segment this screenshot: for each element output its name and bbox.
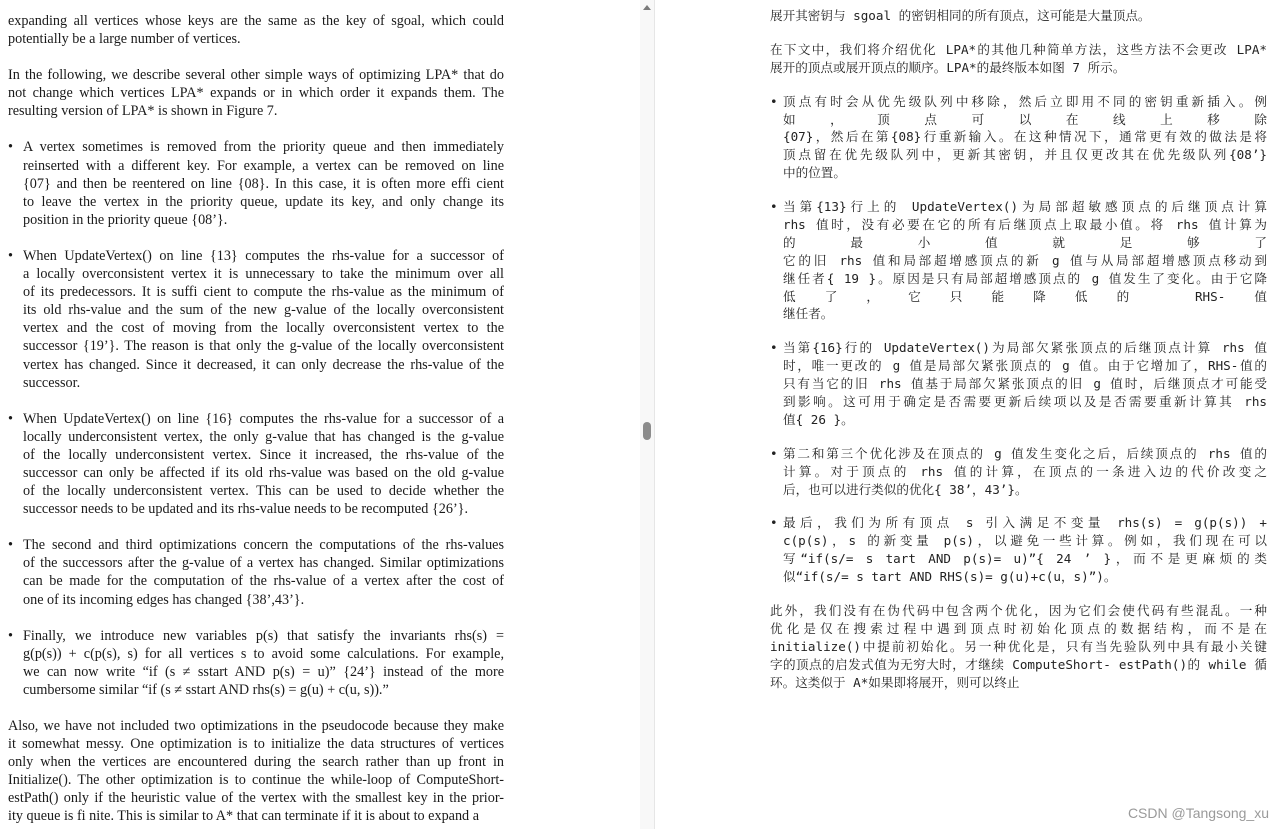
- english-document-pane: [0, 0, 640, 829]
- text-line: 写“if(s/= s tart AND p(s)= u)”{ 24 ’ }，而不是更麻烦的类: [783, 551, 1267, 567]
- text-line: it somewhat messy. One optimization is to initialize the data structures of vertices: [8, 736, 504, 753]
- text-line: • Finally, we introduce new variables p(s) that satisfy the invariants rhs(s) =: [23, 627, 504, 644]
- text-line: successor {19’}. The reason is that only the g-value of the locally overconsistent: [23, 338, 504, 355]
- text-line: successor.: [23, 374, 81, 391]
- paragraph: [8, 717, 504, 826]
- scroll-up-arrow-icon[interactable]: [643, 5, 651, 10]
- text-line: of the locally underconsistent vertex. Since it increased, the rhs-value of the: [23, 446, 504, 463]
- text-line: 在下文中，我们将介绍优化 LPA*的其他几种简单方法，这些方法不会更改 LPA*: [770, 41, 1267, 57]
- text-line: cumbersome similar “if (s ≠ sstart AND rhs(s) = g(u) + c(u, s)).”: [23, 681, 389, 698]
- text-line: of its predecessors. It is suffi cient to compute the rhs-value as the minimum of: [23, 284, 504, 301]
- bullet-item: [770, 198, 1267, 323]
- text-line: 低了，它只能降低的 RHS-值: [783, 288, 1267, 304]
- bullet-item: [8, 410, 504, 519]
- text-line: potentially be a large number of vertices.: [8, 31, 241, 48]
- text-line: reinserted with a different key. For example, a vertex can be removed on line: [23, 157, 504, 174]
- text-line: 继任者{ 19 }。原因是只有局部超增感顶点的 g 值发生了变化。由于它降: [783, 270, 1267, 286]
- text-line: a locally overconsistent vertex it is unnecessary to take the minimum over all: [23, 266, 504, 283]
- text-line: successor needs to be updated and its rhs-value needs to be recomputed {26’}.: [23, 501, 469, 518]
- bullet-item: [770, 445, 1267, 499]
- text-line: • 顶点有时会从优先级队列中移除，然后立即用不同的密钥重新插入。例: [783, 93, 1267, 109]
- text-line: {07} and then be reentered on line {08}. In this case, it is often more effi cient: [23, 175, 504, 192]
- text-line: • The second and third optimizations concern the computations of the rhs-values: [23, 537, 504, 554]
- text-line: • A vertex sometimes is removed from the priority queue and then immediately: [23, 139, 504, 156]
- text-line: vertex and the cost of moving from the locally overconsistent vertex to the: [23, 320, 504, 337]
- scrollbar-thumb[interactable]: [643, 422, 651, 440]
- english-text-column: [8, 12, 504, 829]
- bullet-item: [770, 339, 1267, 428]
- text-line: • 第二和第三个优化涉及在顶点的 g 值发生变化之后，后续顶点的 rhs 值的: [783, 445, 1267, 461]
- text-line: 计算。对于顶点的 rhs 值的计算，在顶点的一条进入边的代价改变之: [783, 463, 1267, 479]
- text-line: Initialize(). The other optimization is to continue the while-loop of ComputeShort-: [8, 772, 504, 789]
- vertical-scrollbar[interactable]: [640, 0, 655, 829]
- text-line: only when the vertices are encountered during the search rather than up front in: [8, 754, 504, 771]
- text-line: initialize()中提前初始化。另一种优化是，只有当先验队列中具有最小关键: [770, 638, 1267, 654]
- text-line: In the following, we describe several other simple ways of optimizing LPA* that do: [8, 67, 504, 84]
- text-line: g(p(s)) + c(p(s), s) for all vertices s to avoid some calculations. For example,: [23, 645, 504, 662]
- text-line: • 最后，我们为所有顶点 s 引入满足不变量 rhs(s) = g(p(s)) +: [783, 515, 1267, 531]
- text-line: 环。这类似于 A*如果即将展开，则可以终止: [770, 674, 1020, 690]
- bullet-item: [8, 536, 504, 608]
- text-line: 中的位置。: [783, 165, 846, 181]
- text-line: 后，也可以进行类似的优化{ 38’，43’}。: [783, 481, 1028, 497]
- text-line: 的最小值就足够了: [783, 234, 1267, 250]
- text-line: rhs 值时，没有必要在它的所有后继顶点上取最小值。将 rhs 值计算为: [783, 217, 1267, 233]
- text-line: • 当第{16}行的 UpdateVertex()为局部欠紧张顶点的后继顶点计算 rhs 值: [783, 340, 1267, 356]
- bullet-item: [770, 93, 1267, 182]
- text-line: 此外，我们没有在伪代码中包含两个优化，因为它们会使代码有些混乱。一种: [770, 603, 1267, 619]
- text-line: 字的顶点的启发式值为无穷大时，才继续 ComputeShort- estPath()的 while 循: [770, 656, 1267, 672]
- text-line: of the successors after the g-value of a vertex has changed. Similar optimizations: [23, 555, 504, 572]
- text-line: we can now write “if (s ≠ sstart AND p(s) = u)” {24’} instead of the more: [23, 663, 504, 680]
- text-line: 展开的顶点或展开顶点的顺序。LPA*的最终版本如图 7 所示。: [770, 59, 1126, 75]
- text-line: 到影响。这可用于确定是否需要更新后续项以及是否需要重新计算其 rhs: [783, 394, 1267, 410]
- paragraph: [8, 66, 504, 120]
- text-line: c(p(s)，s 的新变量 p(s)，以避免一些计算。例如，我们现在可以: [783, 533, 1267, 549]
- text-line: resulting version of LPA* is shown in Figure 7.: [8, 103, 278, 120]
- text-line: • When UpdateVertex() on line {16} computes the rhs-value for a successor of a: [23, 410, 504, 427]
- text-line: 只有当它的旧 rhs 值基于局部欠紧张顶点的旧 g 值时，后继顶点才可能受: [783, 376, 1267, 392]
- text-line: 顶点留在优先级队列中，更新其密钥，并且仅更改其在优先级队列{08’}: [783, 147, 1267, 163]
- bullet-item: [8, 138, 504, 228]
- chinese-translation-pane: [655, 0, 1281, 829]
- text-line: expanding all vertices whose keys are the same as the key of sgoal, which could: [8, 13, 504, 29]
- text-line: 优化是仅在搜索过程中遇到顶点时初始化顶点的数据结构，而不是在: [770, 620, 1267, 636]
- paragraph: [8, 12, 504, 48]
- text-line: its old rhs-value and the sum of the new g-value of the locally overconsistent: [23, 302, 504, 319]
- bullet-item: [8, 247, 504, 392]
- paragraph: [770, 41, 1267, 77]
- text-line: 展开其密钥与 sgoal 的密钥相同的所有顶点，这可能是大量顶点。: [770, 8, 1151, 23]
- text-line: • When UpdateVertex() on line {13} computes the rhs-value for a successor of: [23, 247, 504, 264]
- text-line: 如，顶点可以在线上移除: [783, 111, 1267, 127]
- bullet-item: [770, 514, 1267, 586]
- text-line: not change which vertices LPA* expands or in which order it expands them. The: [8, 85, 504, 102]
- text-line: 似“if(s/= s tart AND RHS(s)= g(u)+c(u，s)”)。: [783, 569, 1117, 585]
- text-line: {07}，然后在第{08}行重新输入。在这种情况下，通常更有效的做法是将: [783, 129, 1267, 145]
- paragraph: [770, 7, 1267, 25]
- text-line: • 当第{13}行上的 UpdateVertex()为局部超敏感顶点的后继顶点计算: [783, 199, 1267, 215]
- text-line: position in the priority queue {08’}.: [23, 211, 228, 228]
- text-line: 继任者。: [783, 306, 834, 322]
- csdn-watermark: CSDN @Tangsong_xu: [1127, 805, 1269, 821]
- text-line: 时，唯一更改的 g 值是局部欠紧张顶点的 g 值。由于它增加了，RHS-值的: [783, 358, 1267, 374]
- text-line: 值{ 26 }。: [783, 411, 854, 427]
- text-line: vertex has changed. Since it decreased, it can only decrease the rhs-value of the: [23, 356, 504, 373]
- text-line: one of its incoming edges has changed {38’,43’}.: [23, 591, 305, 608]
- text-line: successor can only be affected if its old rhs-value was based on the old g-value: [23, 464, 504, 481]
- chinese-text-column: [770, 7, 1267, 708]
- text-line: to leave the vertex in the priority queue, update its key, and only change its: [23, 193, 504, 210]
- text-line: can be made for the computation of the rhs-value of a vertex after the cost of: [23, 573, 504, 590]
- text-line: ity queue is fi nite. This is similar to A* that can terminate if it is about to expand a: [8, 808, 479, 825]
- bullet-item: [8, 627, 504, 699]
- text-line: 它的旧 rhs 值和局部超增感顶点的新 g 值与从局部超增感顶点移动到: [783, 252, 1267, 268]
- text-line: estPath() only if the heuristic value of the vertex with the smallest key in the prior-: [8, 790, 504, 807]
- text-line: of the locally underconsistent vertex. This can be used to decide whether the: [23, 483, 504, 500]
- text-line: locally underconsistent vertex, the only g-value that has changed is the g-value: [23, 428, 504, 445]
- text-line: Also, we have not included two optimizations in the pseudocode because they make: [8, 718, 504, 734]
- paragraph: [770, 602, 1267, 691]
